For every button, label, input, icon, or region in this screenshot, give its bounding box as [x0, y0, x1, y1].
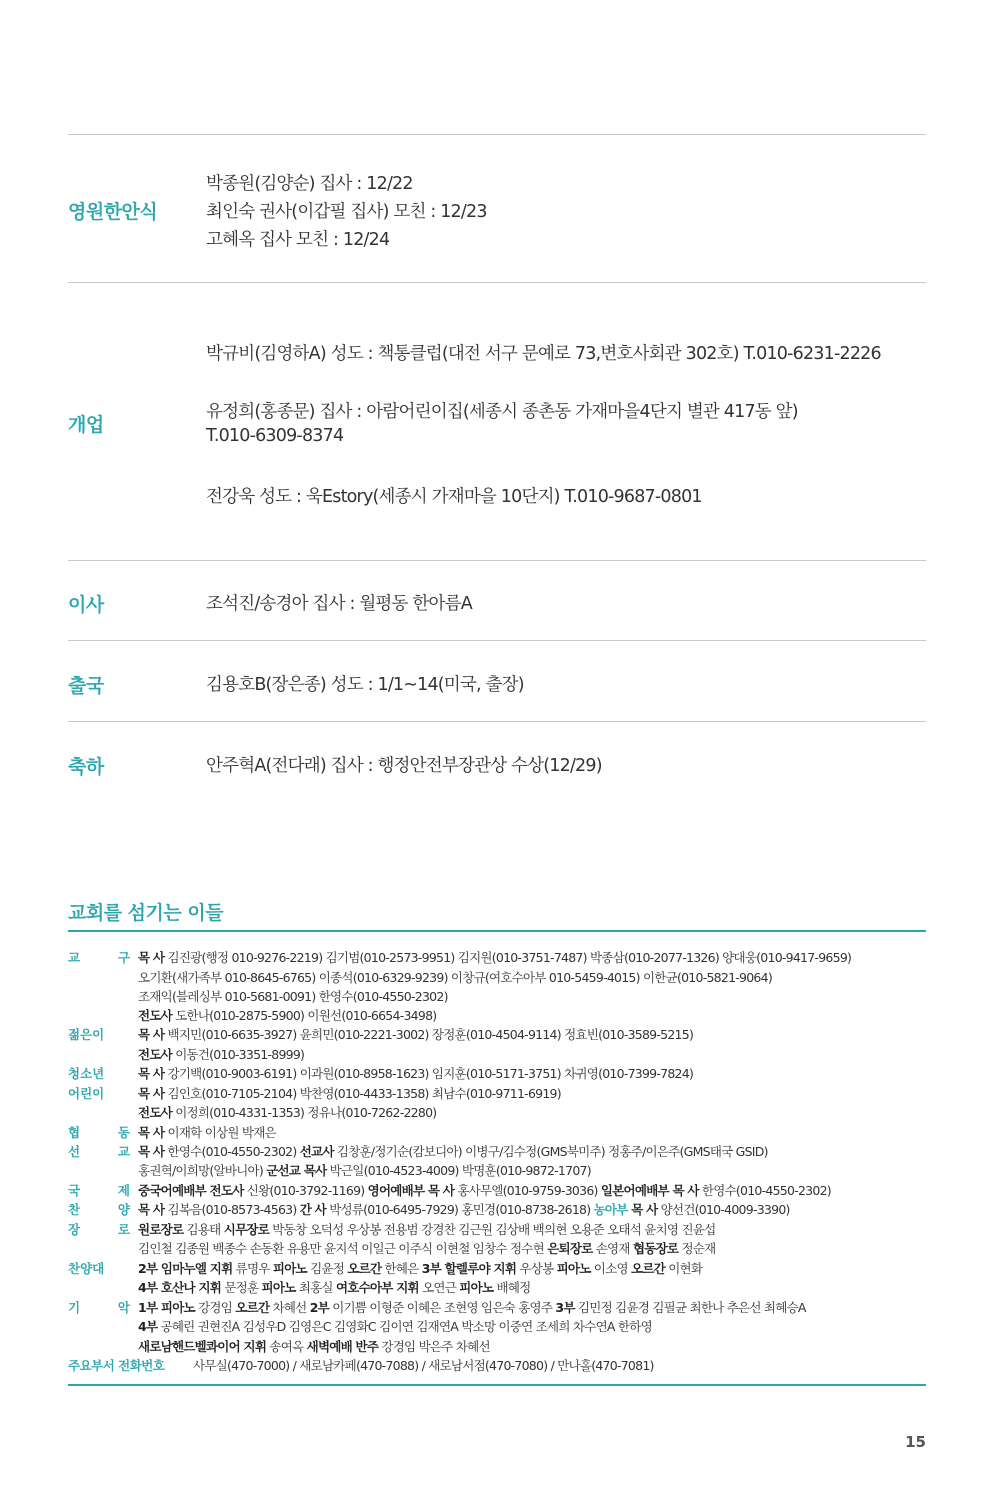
staff-names: 최홍실	[295, 1280, 336, 1295]
role-label: 영어예배부 목 사	[367, 1183, 455, 1198]
role-label: 2부	[309, 1300, 329, 1315]
dept-label-char: 기	[68, 1300, 81, 1315]
dept-label-char: 양	[117, 1202, 130, 1217]
title-rule	[68, 930, 926, 932]
staff-line	[138, 1200, 790, 1218]
role-label: 3부	[555, 1300, 575, 1315]
staff-names: 류명우	[232, 1261, 273, 1276]
staff-line	[138, 1084, 561, 1102]
role-label: 목 사	[138, 1125, 165, 1140]
category-label: 영원한안식	[68, 201, 158, 223]
role-label: 피아노	[459, 1280, 494, 1295]
staff-names: 도한나(010-2875-5900) 이원선(010-6654-3498)	[171, 1008, 437, 1023]
staff-names: 오기환(새가족부 010-8645-6765) 이종석(010-6329-9239) 이창규(여호수아부 010-5459-4015) 이한균(010-5821-9064)	[138, 970, 772, 985]
role-label: 시무장로	[223, 1222, 270, 1237]
role-label: 목 사	[138, 1027, 165, 1042]
role-label: 목 사	[138, 1202, 165, 1217]
divider	[68, 721, 926, 722]
staff-names: 김인호(010-7105-2104) 박찬영(010-4433-1358) 최남수(010-9711-6919)	[164, 1086, 561, 1101]
staff-line	[138, 1298, 806, 1316]
staff-line	[138, 1142, 768, 1160]
divider	[68, 282, 926, 283]
staff-names: 홍사무엘(010-9759-3036)	[454, 1183, 601, 1198]
divider	[68, 640, 926, 641]
staff-names: 박근일(010-4523-4009) 박명훈(010-9872-1707)	[326, 1163, 591, 1178]
role-label: 새벽예배 반주	[306, 1339, 379, 1354]
footer-phone-list: 사무실(470-7000) / 새로남카페(470-7088) / 새로남서점(470-7080) / 만나홀(470-7081)	[193, 1358, 654, 1373]
staff-line	[138, 1181, 831, 1199]
staff-names: 공혜린 권현진A 김성우D 김영은C 김영화C 김이연 김재연A 박소망 이중연 조세희 차수연A 한하영	[157, 1319, 652, 1334]
role-label: 피아노	[272, 1261, 307, 1276]
staff-line	[138, 968, 772, 986]
staff-line	[138, 1123, 276, 1141]
role-label: 목 사	[627, 1202, 658, 1217]
staff-line	[138, 1317, 652, 1335]
role-label: 목 사	[138, 1066, 165, 1081]
staff-names: 이재학 이상원 박재은	[164, 1125, 276, 1140]
category-label: 개업	[68, 414, 104, 436]
staff-names: 강경임	[194, 1300, 236, 1315]
dept-label-char: 제	[117, 1183, 130, 1198]
role-label: 협동장로	[632, 1241, 679, 1256]
news-line: 최인숙 권사(이갑필 집사) 모친 : 12/23	[206, 202, 487, 222]
dept-label-char: 선	[68, 1144, 81, 1159]
dept-label-teen: 청소년	[68, 1066, 105, 1081]
role-label: 2부 임마누엘 지휘	[138, 1261, 233, 1276]
role-label: 원로장로	[138, 1222, 184, 1237]
staff-line	[138, 1006, 436, 1024]
role-label: 4부 호산나 지휘	[138, 1280, 222, 1295]
category-label: 축하	[68, 756, 104, 778]
staff-names: 손영재	[592, 1241, 633, 1256]
staff-names: 이정희(010-4331-1353) 정유나(010-7262-2280)	[171, 1105, 437, 1120]
staff-names: 김용태	[183, 1222, 224, 1237]
dept-label-cooperation	[68, 1123, 130, 1141]
dept-inline-label: 농아부	[593, 1202, 628, 1217]
dept-label-char: 교	[117, 1144, 130, 1159]
bottom-rule	[68, 1384, 926, 1386]
staff-names: 정순재	[678, 1241, 716, 1256]
dept-label-char: 장	[68, 1222, 81, 1237]
staff-line	[138, 1045, 304, 1063]
dept-label-international	[68, 1181, 130, 1199]
staff-names: 박성류(010-6495-7929) 홍민경(010-8738-2618)	[325, 1202, 594, 1217]
staff-line	[138, 948, 851, 966]
role-label: 4부	[138, 1319, 158, 1334]
staff-names: 이소영	[590, 1261, 632, 1276]
staff-names: 한혜은	[381, 1261, 422, 1276]
divider	[68, 134, 926, 135]
role-label: 새로남핸드벨콰이어 지휘	[138, 1339, 267, 1354]
staff-names: 이기쁨 이형준 이혜은 조현영 임은숙 홍영주	[329, 1300, 556, 1315]
role-label: 선교사	[299, 1144, 334, 1159]
staff-names: 한영수(010-4550-2302)	[164, 1144, 300, 1159]
staff-names: 한영수(010-4550-2302)	[698, 1183, 831, 1198]
staff-names: 양선건(010-4009-3390)	[657, 1202, 790, 1217]
staff-names: 이현화	[665, 1261, 703, 1276]
role-label: 여호수아부 지휘	[335, 1280, 419, 1295]
role-label: 목 사	[138, 950, 165, 965]
staff-line	[138, 1259, 702, 1277]
role-label: 전도사	[138, 1008, 172, 1023]
staff-names: 문정훈	[221, 1280, 262, 1295]
role-label: 군선교 목사	[266, 1163, 327, 1178]
dept-label-mission	[68, 1142, 130, 1160]
staff-names: 강기백(010-9003-6191) 이과원(010-8958-1623) 임지훈(010-5171-3751) 차귀영(010-7399-7824)	[164, 1066, 694, 1081]
category-label: 이사	[68, 594, 104, 616]
page-number: 15	[905, 1433, 926, 1451]
role-label: 오르간	[631, 1261, 665, 1276]
dept-label-char: 악	[117, 1300, 130, 1315]
staff-names: 신왕(010-3792-1169)	[243, 1183, 368, 1198]
dept-label-char: 찬	[68, 1202, 81, 1217]
dept-label-char: 협	[68, 1125, 81, 1140]
role-label: 전도사	[138, 1105, 172, 1120]
news-line: 전강욱 성도 : 욱Estory(세종시 가재마을 10단지) T.010-9687-0801	[206, 487, 702, 507]
staff-names: 차혜선	[269, 1300, 310, 1315]
news-line: 조석진/송경아 집사 : 월평동 한아름A	[206, 594, 472, 614]
dept-label-char: 국	[68, 1183, 81, 1198]
news-line: 박종원(김양순) 집사 : 12/22	[206, 174, 413, 194]
role-label: 3부 할렐루야 지휘	[421, 1261, 517, 1276]
staff-names: 오연근	[418, 1280, 460, 1295]
dept-label-choir: 찬양대	[68, 1261, 105, 1276]
staff-line	[138, 1239, 715, 1257]
dept-label-elders	[68, 1220, 130, 1238]
news-line: 고혜옥 집사 모친 : 12/24	[206, 230, 390, 250]
role-label: 일본어예배부 목 사	[600, 1183, 699, 1198]
dept-label-instrumental	[68, 1298, 130, 1316]
staff-line	[138, 1025, 693, 1043]
staff-line	[138, 1220, 715, 1238]
staff-names: 김진광(행정 010-9276-2219) 김기범(010-2573-9951) 김지원(010-3751-7487) 박종삼(010-2077-1326) 양대웅(010-9417-9659)	[164, 950, 852, 965]
role-label: 은퇴장로	[547, 1241, 593, 1256]
staff-names: 김인철 김종원 백종수 손동환 유용만 윤지석 이일근 이주식 이현철 임창수 정수현	[138, 1241, 548, 1256]
divider	[68, 560, 926, 561]
staff-line	[138, 1064, 693, 1082]
footer-label: 주요부서 전화번호	[68, 1358, 165, 1373]
role-label: 간 사	[299, 1202, 326, 1217]
role-label: 오르간	[347, 1261, 382, 1276]
staff-line	[138, 1278, 530, 1296]
news-line: 김용호B(장은종) 성도 : 1/1~14(미국, 출장)	[206, 675, 524, 695]
dept-label-char: 로	[117, 1222, 130, 1237]
news-line: 박규비(김영하A) 성도 : 책통클럽(대전 서구 문예로 73,변호사회관 302호) T.010-6231-2226	[206, 344, 881, 364]
staff-names: 박동창 오덕성 우상봉 전용범 강경찬 김근원 김상배 백의현 오용준 오태석 윤치영 진윤섭	[269, 1222, 716, 1237]
role-label: 오르간	[235, 1300, 270, 1315]
staff-names: 김복음(010-8573-4563)	[164, 1202, 300, 1217]
staff-section-title: 교회를 섬기는 이들	[68, 902, 224, 924]
role-label: 목 사	[138, 1144, 165, 1159]
dept-label-youth: 젊은이	[68, 1027, 105, 1042]
staff-names: 송여옥	[266, 1339, 307, 1354]
staff-names: 배혜정	[493, 1280, 531, 1295]
news-line: T.010-6309-8374	[206, 426, 344, 446]
staff-names: 백지민(010-6635-3927) 윤희민(010-2221-3002) 장정훈(010-4504-9114) 정효빈(010-3589-5215)	[164, 1027, 694, 1042]
dept-label-char: 교	[68, 950, 81, 965]
dept-label-char: 동	[117, 1125, 130, 1140]
staff-names: 강경임 박은주 차혜선	[378, 1339, 490, 1354]
staff-names: 이동건(010-3351-8999)	[171, 1047, 305, 1062]
staff-names: 김민정 김윤경 김필균 최한나 추은선 최혜승A	[574, 1300, 806, 1315]
role-label: 1부 피아노	[138, 1300, 195, 1315]
role-label: 목 사	[138, 1086, 165, 1101]
staff-names: 우상봉	[516, 1261, 557, 1276]
staff-line	[138, 987, 448, 1005]
staff-names: 조재익(블레싱부 010-5681-0091) 한영수(010-4550-2302)	[138, 989, 448, 1004]
news-line: 유정희(홍종문) 집사 : 아람어린이집(세종시 종촌동 가재마을4단지 별관 417동 앞)	[206, 402, 798, 422]
staff-line	[138, 1337, 490, 1355]
staff-line	[138, 1161, 591, 1179]
dept-label-char: 구	[117, 950, 130, 965]
category-label: 출국	[68, 675, 104, 697]
staff-names: 김창훈/정기순(캄보디아) 이병구/김수정(GMS북미주) 정홍주/이은주(GMS태국 GSID)	[333, 1144, 768, 1159]
dept-label-praise	[68, 1200, 130, 1218]
role-label: 피아노	[261, 1280, 296, 1295]
role-label: 피아노	[556, 1261, 591, 1276]
dept-label-gyogu	[68, 948, 130, 966]
staff-names: 홍권혁/이희망(알바니아)	[138, 1163, 267, 1178]
staff-line	[138, 1103, 436, 1121]
role-label: 중국어예배부 전도사	[138, 1183, 244, 1198]
news-line: 안주혁A(전다래) 집사 : 행정안전부장관상 수상(12/29)	[206, 756, 602, 776]
dept-label-children: 어린이	[68, 1086, 105, 1101]
role-label: 전도사	[138, 1047, 172, 1062]
staff-names: 김윤정	[306, 1261, 348, 1276]
